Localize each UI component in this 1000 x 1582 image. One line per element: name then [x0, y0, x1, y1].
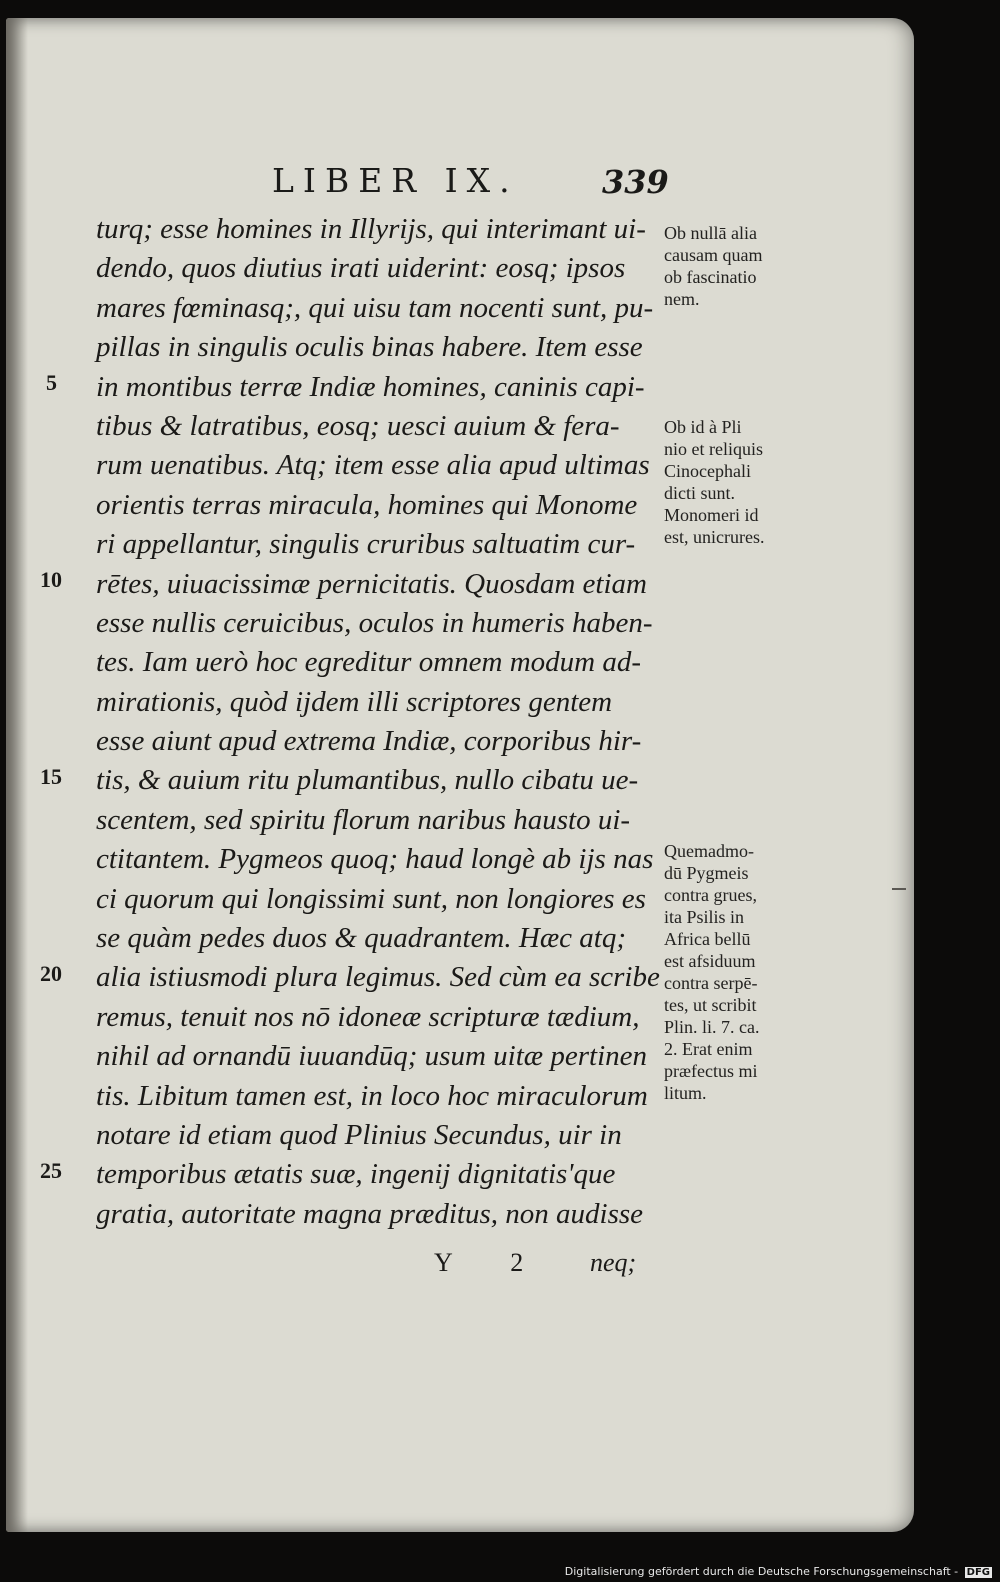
text-line: nihil ad ornandū iuuandūq; usum uitæ pertinen	[96, 1040, 647, 1073]
text-line: esse nullis ceruicibus, oculos in humeris haben-	[96, 606, 653, 639]
margin-note-line: Ob id à Pli	[664, 417, 742, 437]
running-title: LIBER IX.	[272, 161, 519, 200]
margin-note-line: Ob nullā alia	[664, 223, 757, 243]
text-line: notare id etiam quod Plinius Secundus, uir in	[96, 1118, 622, 1151]
margin-note-line: causam quam	[664, 245, 763, 265]
text-line: mares fœminasq;, qui uisu tam nocenti sunt, pu-	[96, 291, 654, 324]
text-line: dendo, quos diutius irati uiderint: eosq; ipsos	[96, 252, 626, 285]
margin-note-line: est, unicrures.	[664, 527, 765, 547]
line-number: 25	[40, 1158, 62, 1183]
margin-note-line: Cinocephali	[664, 461, 751, 481]
text-line: rum uenatibus. Atq; item esse alia apud ultimas	[96, 449, 650, 482]
margin-note-line: Monomeri id	[664, 505, 759, 525]
margin-note-line: dū Pygmeis	[664, 863, 749, 883]
text-line: rētes, uiuacissimæ pernicitatis. Quosdam etiam	[96, 567, 647, 600]
text-line: ri appellantur, singulis cruribus saltuatim cur-	[96, 528, 636, 561]
margin-note-line: Plin. li. 7. ca.	[664, 1017, 760, 1037]
margin-note-line: tes, ut scribit	[664, 995, 757, 1015]
margin-note-line: Africa bellū	[664, 929, 751, 949]
text-line: turq; esse homines in Illyrijs, qui interimant ui-	[96, 213, 646, 245]
margin-note-line: 2. Erat enim	[664, 1039, 753, 1059]
text-line: tis. Libitum tamen est, in loco hoc miraculorum	[96, 1079, 648, 1112]
text-line: se quàm pedes duos & quadrantem. Hæc atq;	[96, 922, 627, 955]
margin-note	[664, 416, 824, 548]
margin-note	[664, 840, 824, 1104]
text-line: ctitantem. Pygmeos quoq; haud longè ab ijs nas	[96, 843, 654, 876]
margin-note-line: nio et reliquis	[664, 439, 763, 459]
margin-rule-mark	[892, 888, 906, 890]
text-line: pillas in singulis oculis binas habere. Item esse	[96, 331, 643, 364]
text-line: tes. Iam uerò hoc egreditur omnem modum ad-	[96, 646, 641, 679]
line-number: 10	[40, 567, 62, 592]
text-line: tibus & latratibus, eosq; uesci auium & fera-	[96, 409, 620, 442]
margin-note-line: nem.	[664, 289, 700, 309]
dfg-logo: DFG	[966, 1567, 990, 1578]
margin-note-line: litum.	[664, 1083, 707, 1103]
line-number: 20	[40, 961, 62, 986]
text-line: ci quorum qui longissimi sunt, non longiores es	[96, 882, 646, 915]
line-number: 15	[40, 764, 62, 789]
text-line: temporibus ætatis suæ, ingenij dignitatis'que	[96, 1158, 616, 1191]
margin-note-line: est afsiduum	[664, 951, 756, 971]
text-line: tis, & auium ritu plumantibus, nullo cibatu ue-	[96, 764, 639, 797]
margin-note-line: præfectus mi	[664, 1061, 758, 1081]
text-line: mirationis, quòd ijdem illi scriptores gentem	[96, 685, 613, 718]
signature-mark: Y 2	[434, 1248, 550, 1277]
text-line: gratia, autoritate magna præditus, non audisse	[96, 1197, 644, 1230]
digitization-credit	[565, 1565, 992, 1578]
text-line: orientis terras miracula, homines qui Monome	[96, 488, 638, 521]
margin-note-line: contra grues,	[664, 885, 757, 905]
page-header	[6, 161, 914, 211]
margin-note	[664, 222, 824, 310]
text-line: in montibus terræ Indiæ homines, caninis capi-	[96, 370, 645, 403]
text-line: scentem, sed spiritu florum naribus hausto ui-	[96, 803, 631, 836]
credit-text: Digitalisierung gefördert durch die Deutsche Forschungsgemeinschaft -	[564, 1565, 959, 1578]
line-number: 5	[46, 370, 57, 395]
margin-note-line: dicti sunt.	[664, 483, 735, 503]
margin-note-line: ob fascinatio	[664, 267, 757, 287]
page-number: 339	[602, 163, 669, 201]
margin-note-line: contra serpē-	[664, 973, 758, 993]
page-footer	[6, 1248, 914, 1288]
margin-note-line: ita Psilis in	[664, 907, 745, 927]
text-line: esse aiunt apud extrema Indiæ, corporibus hir-	[96, 725, 642, 758]
book-page	[6, 18, 914, 1532]
text-line: remus, tenuit nos nō idoneæ scripturæ tædium,	[96, 1000, 640, 1033]
text-line: alia istiusmodi plura legimus. Sed cùm ea scribe	[96, 961, 660, 994]
margin-note-line: Quemadmo-	[664, 841, 754, 861]
main-text-block	[96, 210, 676, 1234]
catchword: neq;	[590, 1248, 637, 1277]
